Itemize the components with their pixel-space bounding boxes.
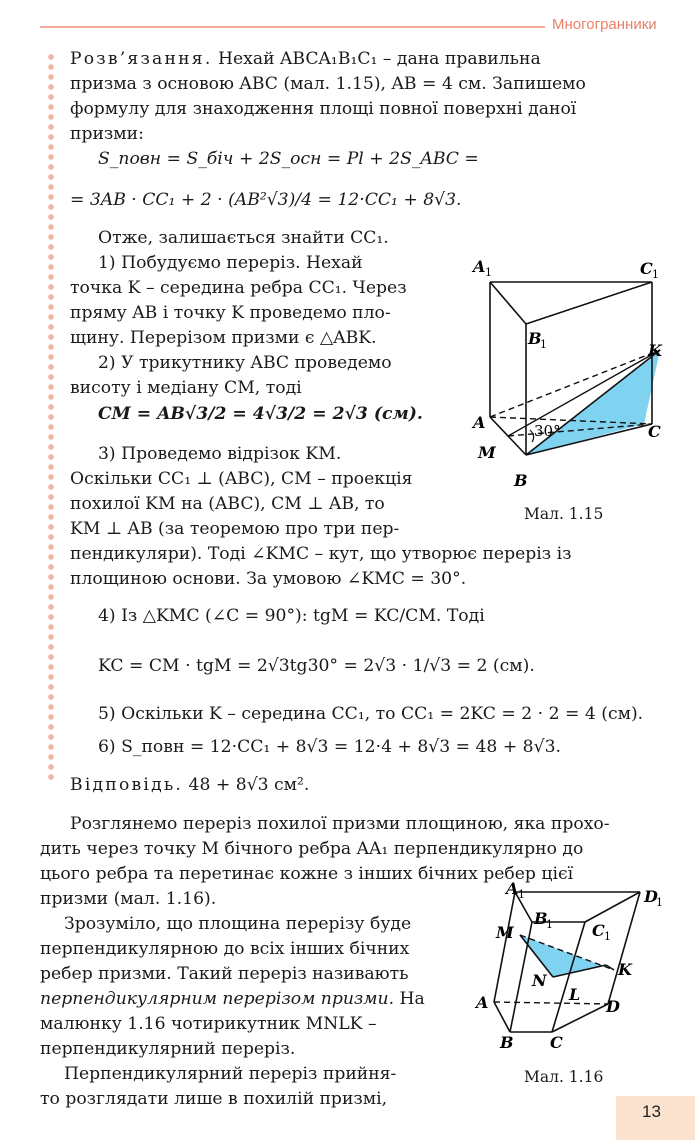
label-c: C [550, 1033, 563, 1052]
body-line-8-end: . На [388, 989, 425, 1009]
edge [494, 1002, 510, 1032]
edge [552, 1004, 608, 1032]
step6-line: 6) S_повн = 12·CC₁ + 8√3 = 12·4 + 8√3 = 48 + 8√3. [98, 737, 561, 757]
formula-area-2: = 3AB · CC₁ + 2 · (AB²√3)/4 = 12·CC₁ + 8√3. [70, 190, 462, 210]
label-b1: B [528, 329, 542, 348]
label-k: K [648, 341, 662, 360]
step3-line-5: пендикуляри). Тоді ∠KMC – кут, що утворює переріз із [70, 544, 572, 564]
answer-value: 48 + 8√3 см². [183, 775, 310, 795]
formula-cm: CM = AB√3/2 = 4√3/2 = 2√3 (см). [98, 404, 423, 424]
edge [490, 282, 526, 324]
step5-line: 5) Оскільки K – середина CC₁, то CC₁ = 2KC = 2 · 2 = 4 (см). [98, 704, 644, 724]
body-line-2: дить через точку M бічного ребра AA₁ перпендикулярно до [40, 839, 584, 859]
label-a1: A [506, 880, 519, 898]
label-b1-sub: 1 [540, 338, 547, 351]
formula-kc: KC = CM · tgM = 2√3tg30° = 2√3 · 1/√3 = 2 (см). [98, 656, 535, 676]
step1-line-3: пряму AB і точку K проведемо пло- [70, 303, 391, 323]
step4-line: 4) Із △KMC (∠C = 90°): tgM = KC/CM. Тоді [98, 606, 485, 626]
label-a1: A [473, 257, 486, 276]
body-line-5: Зрозуміло, що площина перерізу буде [64, 914, 412, 934]
step2-line-2: висоту і медіану CM, тоді [70, 378, 302, 398]
body-line-6: перпендикулярною до всіх інших бічних [40, 939, 410, 959]
header-rule [40, 26, 545, 28]
solution-label: Розв’язання. [70, 49, 213, 69]
label-c1-sub: 1 [604, 930, 611, 943]
body-line-1: Розглянемо переріз похилої призми площиною, яка прохо- [70, 814, 610, 834]
body-line-3: цього ребра та перетинає кожне з інших бічних ребер цієї [40, 864, 574, 884]
label-m: M [478, 443, 496, 462]
hidden-edge [494, 1002, 608, 1004]
body-line-11: Перпендикулярний переріз прийня- [64, 1064, 397, 1084]
step1-line-2: точка K – середина ребра CC₁. Через [70, 278, 407, 298]
label-n: N [532, 971, 547, 990]
section-title: Многогранники [552, 16, 657, 33]
solution-line-3: формулу для знаходження площі повної поверхні даної [70, 99, 577, 119]
edge [585, 892, 640, 922]
label-d1-sub: 1 [656, 896, 663, 909]
step1-line-1: 1) Побудуємо переріз. Нехай [98, 253, 363, 273]
edge [608, 892, 640, 1004]
step3-line-4: KM ⊥ AB (за теоремою про три пер- [70, 519, 400, 539]
label-b1-sub: 1 [546, 918, 553, 931]
edge [494, 892, 515, 1002]
body-line-8 [40, 987, 425, 1012]
label-a: A [476, 993, 489, 1012]
label-l: L [569, 985, 581, 1004]
body-line-7: ребер призми. Такий переріз називають [40, 964, 409, 984]
step1-line-4: щину. Перерізом призми є △ABK. [70, 328, 377, 348]
figure-1-15 [470, 252, 670, 497]
term-italic: перпендикулярним перерізом призми [40, 989, 389, 1009]
step3-line-3: похилої KM на (ABC), CM ⊥ AB, то [70, 494, 385, 514]
formula-area-1: S_повн = S_біч + 2S_осн = Pl + 2S_ABC = [98, 149, 479, 169]
answer-line [70, 773, 309, 798]
label-d: D [606, 997, 620, 1016]
body-line-9: малюнку 1.16 чотирикутник MNLK – [40, 1014, 377, 1034]
step3-line-1: 3) Проведемо відрізок KM. [98, 444, 342, 464]
body-line-4: призми (мал. 1.16). [40, 889, 217, 909]
label-a1-sub: 1 [485, 266, 492, 279]
caption-1-15: Мал. 1.15 [524, 505, 604, 523]
page-number: 13 [642, 1102, 661, 1121]
label-c1: C [640, 259, 653, 278]
edge [526, 282, 652, 324]
body-line-12: то розглядати лише в похилій призмі, [40, 1089, 388, 1109]
label-a: A [473, 413, 486, 432]
label-b: B [514, 471, 528, 490]
body-line-10: перпендикулярний переріз. [40, 1039, 296, 1059]
figure-1-16 [470, 880, 685, 1055]
label-c1-sub: 1 [652, 268, 659, 281]
label-c1: C [592, 921, 605, 940]
label-c: C [648, 422, 661, 441]
caption-1-16: Мал. 1.16 [524, 1068, 604, 1086]
edge [552, 922, 585, 1032]
label-a1-sub: 1 [518, 888, 525, 901]
label-m: M [496, 923, 514, 942]
label-b: B [500, 1033, 514, 1052]
answer-label: Відповідь. [70, 775, 184, 795]
margin-dots [46, 52, 56, 782]
label-d1: D [644, 887, 658, 906]
label-k: K [618, 960, 632, 979]
solution-text-1: Нехай ABCA₁B₁C₁ – дана правильна [212, 49, 541, 69]
step3-line-6: площиною основи. За умовою ∠KMC = 30°. [70, 569, 467, 589]
solution-line-1 [70, 47, 664, 72]
step3-line-2: Оскільки CC₁ ⊥ (ABC), CM – проекція [70, 469, 413, 489]
step2-line-1: 2) У трикутнику ABC проведемо [98, 353, 392, 373]
solution-line-4: призми: [70, 124, 144, 144]
remain-line: Отже, залишається знайти CC₁. [98, 228, 389, 248]
solution-line-2: призма з основою ABC (мал. 1.15), AB = 4 см. Запишемо [70, 74, 586, 94]
label-angle: 30° [534, 422, 561, 440]
label-b1: B [534, 909, 548, 928]
